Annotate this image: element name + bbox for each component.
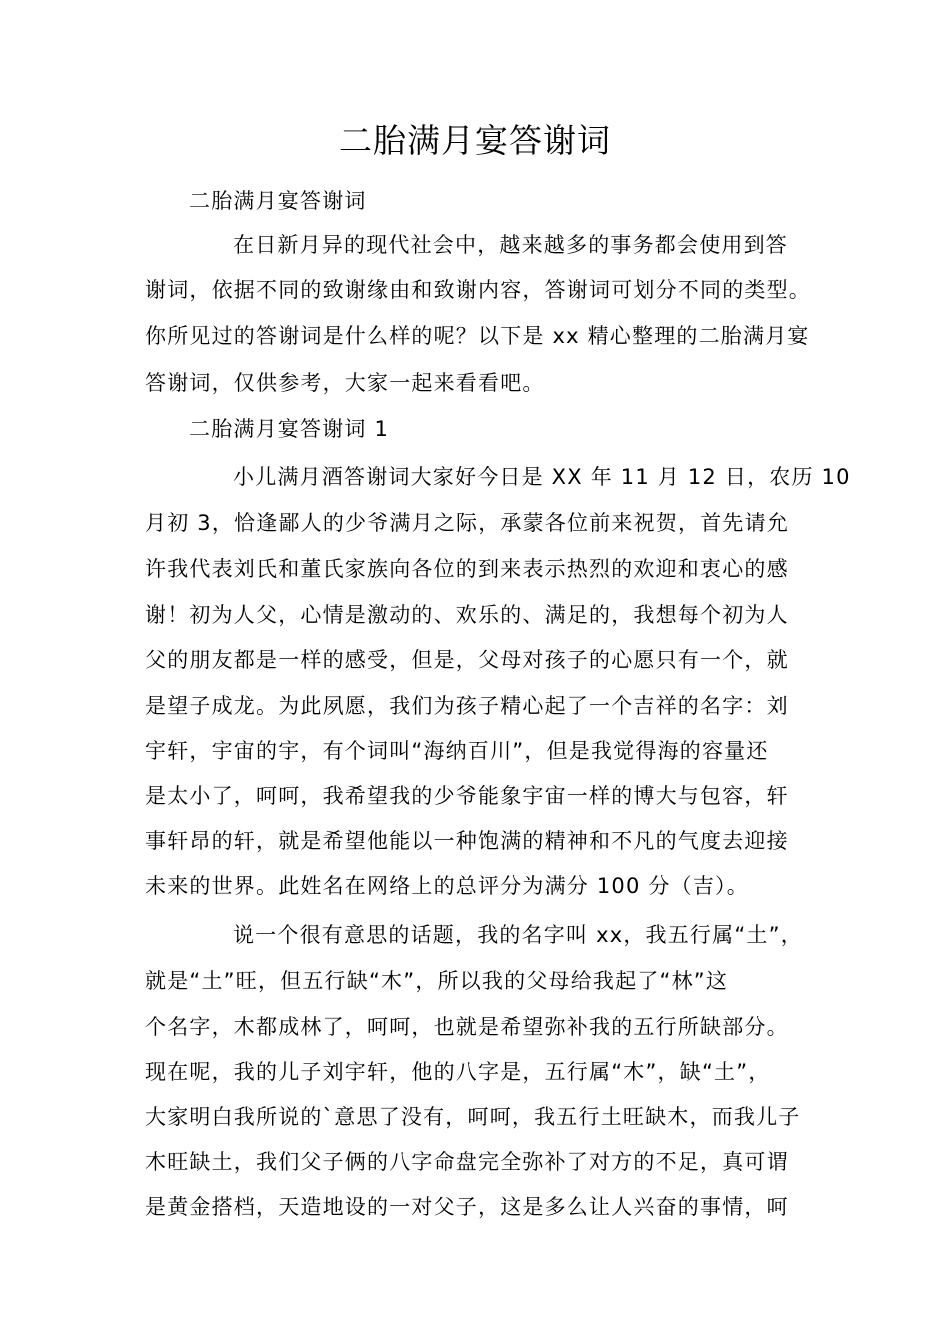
- paragraph-line: 谢！初为人父，心情是激动的、欢乐的、满足的，我想每个初为人: [145, 603, 789, 627]
- paragraph-line: 谢词，依据不同的致谢缘由和致谢内容，答谢词可划分不同的类型。: [145, 278, 811, 302]
- paragraph-line: 个名字，木都成林了，呵呵，也就是希望弥补我的五行所缺部分。: [145, 1015, 789, 1039]
- paragraph-line: 是黄金搭档，天造地设的一对父子，这是多么让人兴奋的事情，呵: [145, 1195, 789, 1219]
- paragraph-line: 父的朋友都是一样的感受，但是，父母对孩子的心愿只有一个，就: [145, 648, 789, 672]
- paragraph-line: 现在呢，我的儿子刘宇轩，他的八字是，五行属“木”，缺“土”，: [145, 1060, 771, 1084]
- section-heading: 二胎满月宴答谢词 1: [189, 417, 390, 441]
- paragraph-line: 事轩昂的轩，就是希望他能以一种饱满的精神和不凡的气度去迎接: [145, 829, 789, 853]
- paragraph-line: 小儿满月酒答谢词大家好今日是 XX 年 11 月 12 日，农历 10: [233, 465, 851, 489]
- document-title: 二胎满月宴答谢词: [339, 121, 611, 160]
- paragraph-line: 大家明白我所说的`意思了没有，呵呵，我五行土旺缺木，而我儿子: [145, 1105, 801, 1129]
- paragraph-line: 是太小了，呵呵，我希望我的少爷能象宇宙一样的博大与包容，轩: [145, 784, 789, 808]
- paragraph-line: 是望子成龙。为此夙愿，我们为孩子精心起了一个吉祥的名字：刘: [145, 694, 789, 718]
- paragraph-line: 答谢词，仅供参考，大家一起来看看吧。: [145, 371, 545, 395]
- section-heading: 二胎满月宴答谢词: [189, 189, 367, 213]
- paragraph-line: 你所见过的答谢词是什么样的呢？以下是 xx 精心整理的二胎满月宴: [145, 324, 810, 348]
- paragraph-line: 在日新月异的现代社会中，越来越多的事务都会使用到答: [233, 233, 788, 257]
- paragraph-line: 未来的世界。此姓名在网络上的总评分为满分 100 分（吉）。: [145, 874, 749, 898]
- paragraph-line: 说一个很有意思的话题，我的名字叫 xx，我五行属“土”，: [233, 923, 803, 947]
- paragraph-line: 宇轩，宇宙的宇，有个词叫“海纳百川”，但是我觉得海的容量还: [145, 739, 769, 763]
- paragraph-line: 就是“土”旺，但五行缺“木”，所以我的父母给我起了“林”这: [145, 969, 729, 993]
- paragraph-line: 木旺缺土，我们父子俩的八字命盘完全弥补了对方的不足，真可谓: [145, 1150, 789, 1174]
- paragraph-line: 月初 3，恰逢鄙人的少爷满月之际，承蒙各位前来祝贺，首先请允: [145, 511, 790, 535]
- paragraph-line: 许我代表刘氏和董氏家族向各位的到来表示热烈的欢迎和衷心的感: [145, 557, 789, 581]
